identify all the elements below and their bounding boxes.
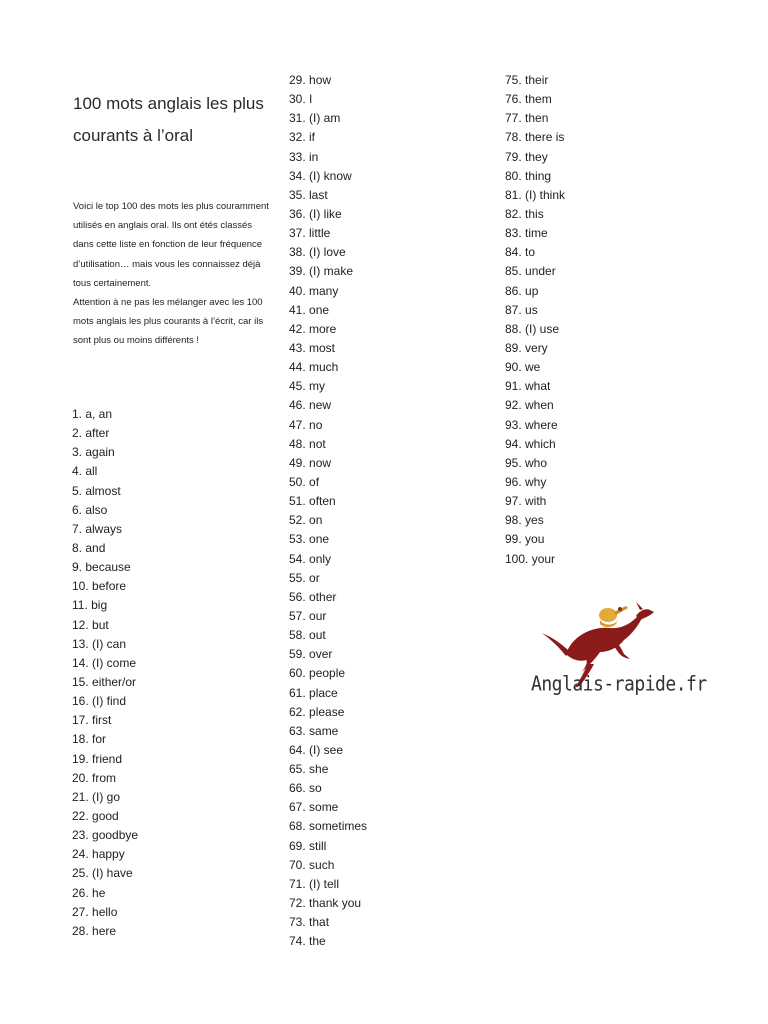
word-list-item: 86. up [505,283,539,298]
word-list-item: 70. such [289,857,335,872]
word-list-item: 40. many [289,283,339,298]
word-list-item: 39. (I) make [289,264,354,279]
word-list-item: 62. please [289,704,345,719]
word-list-item: 100. your [505,551,556,566]
word-list-item: 58. out [289,628,326,643]
word-list-item: 47. no [289,417,323,432]
word-list-item: 44. much [289,360,339,375]
word-list-item: 60. people [289,666,346,681]
word-list-column-1 [72,405,138,941]
word-list-item: 83. time [505,226,548,241]
word-list-item: 7. always [72,521,123,536]
word-list-item: 12. but [72,617,109,632]
word-list-item: 24. happy [72,847,125,862]
word-list-item: 98. yes [505,513,544,528]
word-list-item: 56. other [289,589,337,604]
word-list-item: 48. not [289,436,326,451]
word-list-item: 93. where [505,417,558,432]
word-list-item: 53. one [289,532,330,547]
word-list-item: 6. also [72,502,108,517]
word-list-item: 3. again [72,445,115,460]
word-list-item: 22. good [72,808,119,823]
word-list-item: 5. almost [72,483,121,498]
word-list-item: 37. little [289,226,331,241]
word-list-item: 25. (I) have [72,866,133,881]
word-list-item: 32. if [289,130,316,145]
intro-paragraph: Voici le top 100 des mots les plus couramment utilisés en anglais oral. Ils ont étés classés dans cette liste en fonction de leur fréquence d’utilisation… mais vous les connaissez déjà tous certainement. [73,201,269,289]
word-list-item: 67. some [289,800,339,815]
word-list-item: 65. she [289,762,329,777]
word-list-item: 75. their [505,73,549,87]
word-list-item: 95. who [505,455,548,470]
word-list-item: 88. (I) use [505,321,560,336]
word-list-item: 50. of [289,474,320,489]
word-list-item: 63. same [289,723,339,738]
word-list-item: 26. he [72,885,106,900]
word-list-item: 27. hello [72,904,118,919]
word-list-item: 77. then [505,111,549,126]
word-list-item: 8. and [72,540,106,555]
word-list-item: 9. because [72,560,131,575]
word-list-item: 13. (I) can [72,636,127,651]
word-list-item: 73. that [289,915,330,930]
word-list-item: 84. to [505,245,536,260]
word-list-item: 64. (I) see [289,742,344,757]
word-list-item: 18. for [72,732,107,747]
word-list-item: 99. you [505,532,545,547]
word-list-item: 14. (I) come [72,655,137,670]
word-list-item: 35. last [289,187,328,202]
word-list-item: 96. why [505,474,547,489]
word-list-item: 78. there is [505,130,565,145]
word-list-item: 54. only [289,551,332,566]
word-list-item: 45. my [289,379,326,394]
word-list-item: 57. our [289,608,327,623]
word-list-item: 91. what [505,379,551,394]
word-list-item: 97. with [505,494,547,509]
word-list-item: 49. now [289,455,332,470]
word-list-item: 69. still [289,838,327,853]
word-list-item: 34. (I) know [289,168,352,183]
word-list-item: 81. (I) think [505,187,566,202]
word-list-item: 42. more [289,321,337,336]
word-list-item: 80. thing [505,168,552,183]
logo-text: Anglais-rapide.fr [531,672,707,697]
intro-text [73,197,273,351]
word-list-item: 29. how [289,73,332,87]
word-list-item: 94. which [505,436,556,451]
word-list-item: 51. often [289,494,336,509]
word-list-item: 87. us [505,302,538,317]
word-list-item: 68. sometimes [289,819,368,834]
word-list-item: 19. friend [72,751,123,766]
word-list-item: 36. (I) like [289,206,342,221]
word-list-item: 21. (I) go [72,789,121,804]
word-list-item: 17. first [72,713,112,728]
word-list-item: 31. (I) am [289,111,341,126]
word-list-item: 52. on [289,513,323,528]
word-list-item: 10. before [72,579,127,594]
word-list-item: 85. under [505,264,556,279]
word-list-item: 89. very [505,340,548,355]
word-list-item: 30. I [289,92,313,107]
word-list-item: 23. goodbye [72,828,139,843]
word-list-item: 16. (I) find [72,694,127,709]
word-list-item: 74. the [289,934,326,949]
word-list-item: 82. this [505,206,544,221]
word-list-item: 11. big [72,598,108,613]
word-list-item: 2. after [72,426,110,441]
word-list-column-2 [289,71,367,951]
word-list-column-3 [505,71,565,569]
word-list-item: 71. (I) tell [289,876,340,891]
word-list-item: 61. place [289,685,338,700]
word-list-item: 79. they [505,149,548,164]
page-title: 100 mots anglais les plus courants à l’oral [73,94,264,145]
word-list-item: 66. so [289,781,322,796]
word-list-item: 20. from [72,770,117,785]
word-list-item: 33. in [289,149,319,164]
word-list-item: 90. we [505,360,541,375]
word-list-item: 4. all [72,464,98,479]
word-list-item: 43. most [289,340,336,355]
word-list-item: 76. them [505,92,552,107]
intro-paragraph: Attention à ne pas les mélanger avec les 100 mots anglais les plus courants à l’écrit, car ils sont plus ou moins différents ! [73,297,264,347]
word-list-item: 41. one [289,302,330,317]
word-list-item: 1. a, an [72,407,113,421]
word-list-item: 92. when [505,398,554,413]
word-list-item: 59. over [289,647,333,662]
word-list-item: 72. thank you [289,896,362,911]
word-list-item: 46. new [289,398,332,413]
word-list-item: 15. either/or [72,674,137,689]
word-list-item: 28. here [72,923,117,938]
word-list-item: 55. or [289,570,320,585]
word-list-item: 38. (I) love [289,245,346,260]
